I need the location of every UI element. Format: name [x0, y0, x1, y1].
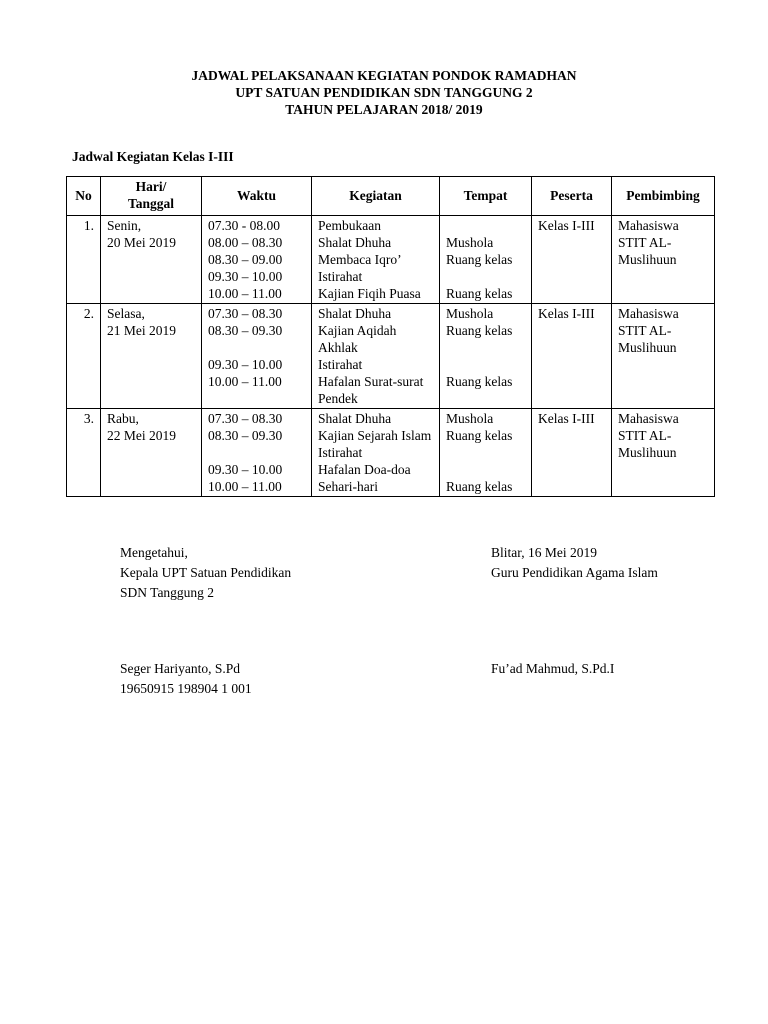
row-day-date	[101, 304, 202, 409]
row-day: Senin,	[107, 218, 142, 233]
activity: Kajian Fiqih Puasa	[318, 286, 421, 301]
header-tanggal: Tanggal	[127, 196, 175, 211]
signature-name-right	[491, 659, 614, 679]
row-day-date	[101, 409, 202, 497]
place: Ruang kelas	[446, 479, 513, 494]
activity: Shalat Dhuha	[318, 235, 392, 250]
time-slot: 09.30 – 10.00	[208, 269, 283, 284]
table-row	[67, 304, 715, 409]
row-number: 1.	[67, 216, 101, 304]
heading-line-2: UPT SATUAN PENDIDIKAN SDN TANGGUNG 2	[235, 85, 533, 100]
row-date: 21 Mei 2019	[107, 323, 176, 338]
time-slot: 07.30 - 08.00	[208, 218, 280, 233]
time-slot	[208, 444, 305, 461]
row-date: 22 Mei 2019	[107, 428, 176, 443]
time-slot: 08.30 – 09.00	[208, 252, 283, 267]
row-times	[202, 409, 312, 497]
time-slot: 07.30 – 08.30	[208, 411, 283, 426]
place	[446, 444, 525, 461]
place: Ruang kelas	[446, 374, 513, 389]
time-slot: 08.00 – 08.30	[208, 235, 283, 250]
row-date: 20 Mei 2019	[107, 235, 176, 250]
row-number: 2.	[67, 304, 101, 409]
heading-line-3: TAHUN PELAJARAN 2018/ 2019	[285, 102, 483, 117]
signature-name-left	[120, 659, 252, 699]
activity: Shalat Dhuha	[318, 306, 392, 321]
row-activities	[312, 216, 440, 304]
place-date: Blitar, 16 Mei 2019	[491, 545, 597, 560]
header-waktu: Waktu	[202, 177, 312, 216]
row-participants: Kelas I-III	[532, 216, 612, 304]
header-kegiatan: Kegiatan	[312, 177, 440, 216]
row-participants: Kelas I-III	[532, 304, 612, 409]
teacher-name: Fu’ad Mahmud, S.Pd.I	[491, 661, 615, 676]
row-day: Selasa,	[107, 306, 145, 321]
row-activities	[312, 304, 440, 409]
teacher-title: Guru Pendidikan Agama Islam	[491, 565, 658, 580]
header-hari-tanggal	[101, 177, 202, 216]
time-slot: 07.30 – 08.30	[208, 306, 283, 321]
time-slot: 09.30 – 10.00	[208, 462, 283, 477]
time-slot: 08.30 – 09.30	[208, 428, 283, 443]
row-supervisor: Mahasiswa STIT AL-Muslihuun	[612, 304, 715, 409]
time-slot	[208, 339, 305, 356]
activity: Kajian Aqidah Akhlak	[318, 323, 397, 355]
place	[446, 268, 525, 285]
time-slot: 09.30 – 10.00	[208, 357, 283, 372]
header-peserta: Peserta	[532, 177, 612, 216]
row-times	[202, 216, 312, 304]
time-slot: 10.00 – 11.00	[208, 479, 282, 494]
row-participants: Kelas I-III	[532, 409, 612, 497]
row-places	[440, 409, 532, 497]
row-supervisor: Mahasiswa STIT AL-Muslihuun	[612, 216, 715, 304]
signature-block-left	[120, 543, 291, 603]
school-name: SDN Tanggung 2	[120, 585, 215, 600]
activity: Hafalan Doa-doa Sehari-hari	[318, 462, 411, 494]
activity: Istirahat	[318, 269, 363, 284]
place: Mushola	[446, 306, 494, 321]
schedule-table	[66, 176, 715, 497]
schedule-subtitle: Jadwal Kegiatan Kelas I-III	[72, 149, 234, 164]
row-places	[440, 216, 532, 304]
table-row	[67, 216, 715, 304]
place	[446, 339, 525, 356]
acknowledged-label: Mengetahui,	[120, 545, 188, 560]
row-times	[202, 304, 312, 409]
row-supervisor: Mahasiswa STIT AL-Muslihuun	[612, 409, 715, 497]
row-day: Rabu,	[107, 411, 139, 426]
table-header-row	[67, 177, 715, 216]
document-heading	[0, 67, 768, 118]
principal-nip: 19650915 198904 1 001	[120, 681, 252, 696]
activity: Istirahat	[318, 357, 363, 372]
time-slot: 10.00 – 11.00	[208, 286, 282, 301]
header-no: No	[67, 177, 101, 216]
time-slot: 08.30 – 09.30	[208, 323, 283, 338]
header-pembimbing: Pembimbing	[612, 177, 715, 216]
principal-title: Kepala UPT Satuan Pendidikan	[120, 565, 292, 580]
activity: Kajian Sejarah Islam	[318, 428, 432, 443]
place	[446, 217, 525, 234]
place: Ruang kelas	[446, 286, 513, 301]
time-slot: 10.00 – 11.00	[208, 374, 282, 389]
activity: Membaca Iqro’	[318, 252, 402, 267]
row-day-date	[101, 216, 202, 304]
header-hari: Hari/	[135, 179, 167, 194]
place: Mushola	[446, 235, 494, 250]
activity: Pembukaan	[318, 218, 381, 233]
activity: Hafalan Surat-surat Pendek	[318, 374, 424, 406]
place: Ruang kelas	[446, 252, 513, 267]
activity: Istirahat	[318, 445, 363, 460]
signature-block-right	[491, 543, 658, 583]
header-tempat: Tempat	[440, 177, 532, 216]
activity: Shalat Dhuha	[318, 411, 392, 426]
row-number: 3.	[67, 409, 101, 497]
row-places	[440, 304, 532, 409]
place	[446, 356, 525, 373]
place: Ruang kelas	[446, 323, 513, 338]
place: Ruang kelas	[446, 428, 513, 443]
place	[446, 461, 525, 478]
place: Mushola	[446, 411, 494, 426]
principal-name: Seger Hariyanto, S.Pd	[120, 661, 240, 676]
row-activities	[312, 409, 440, 497]
table-row	[67, 409, 715, 497]
heading-line-1: JADWAL PELAKSANAAN KEGIATAN PONDOK RAMADHAN	[191, 68, 577, 83]
